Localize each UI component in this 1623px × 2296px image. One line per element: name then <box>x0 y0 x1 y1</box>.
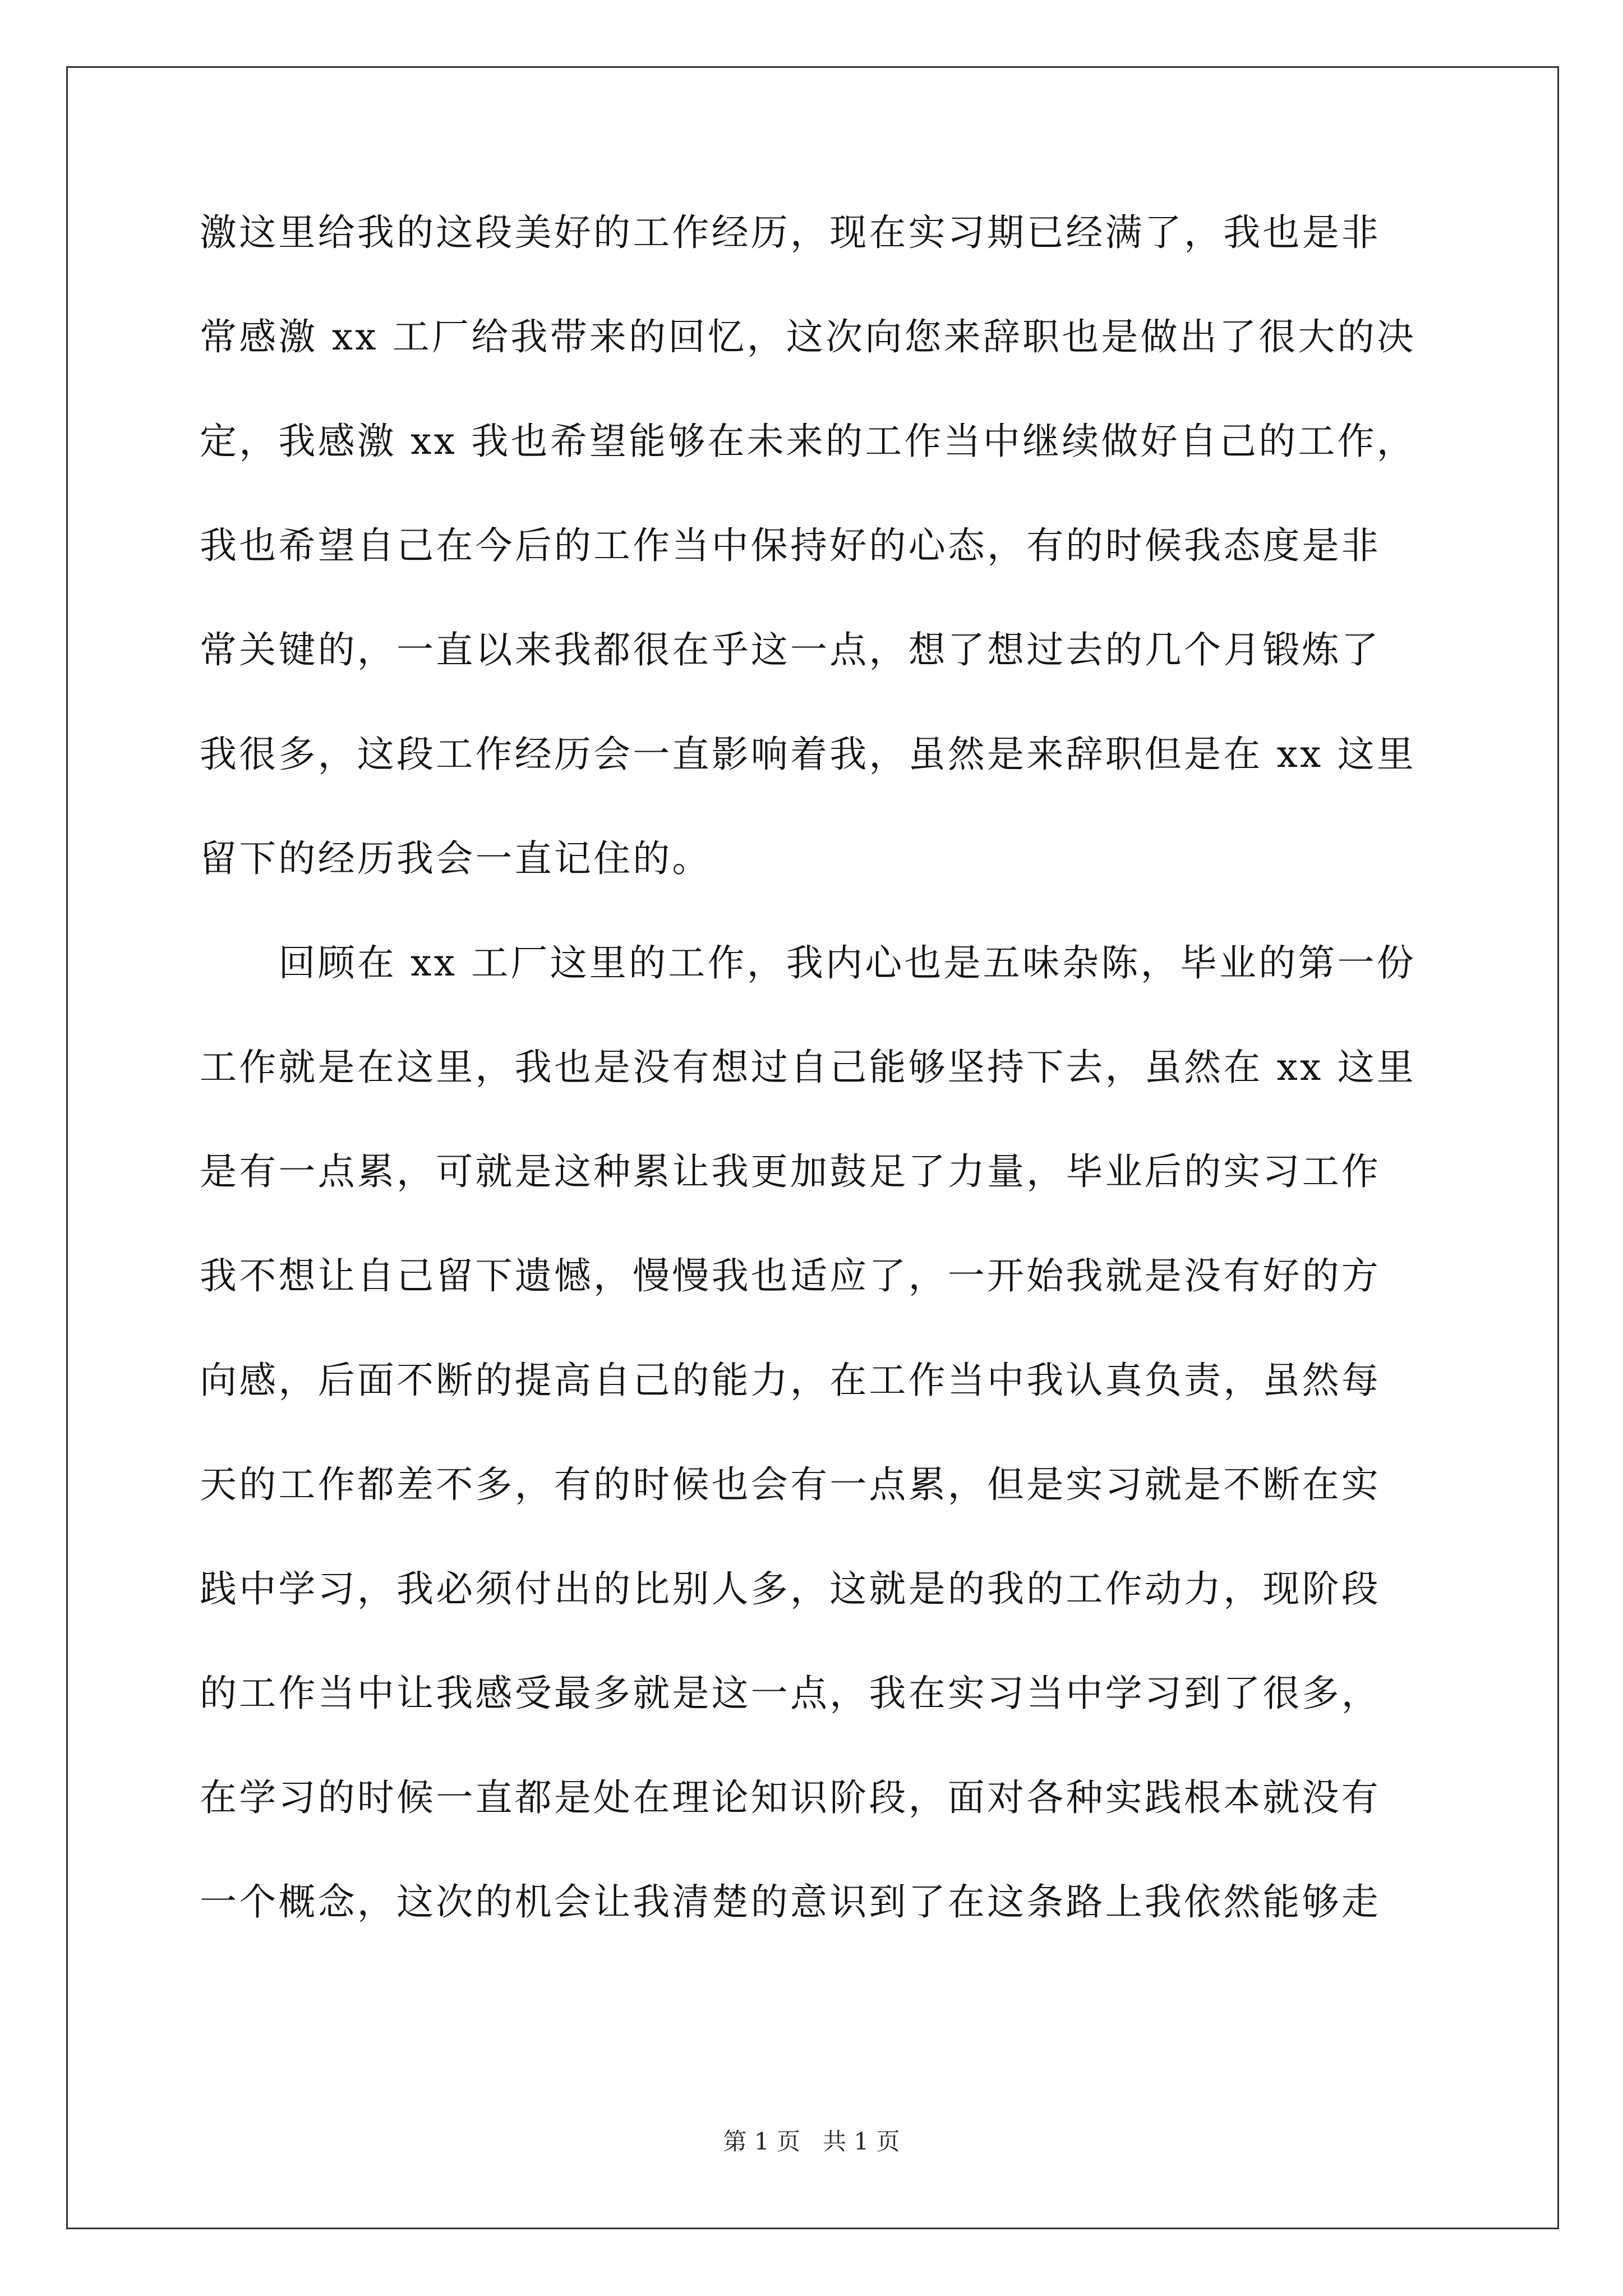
text-line: 在学习的时候一直都是处在理论知识阶段，面对各种实践根本就没有 <box>200 1776 1381 1819</box>
page-footer: 第 1 页 共 1 页 <box>723 2128 900 2155</box>
text-line: 一个概念，这次的机会让我清楚的意识到了在这条路上我依然能够走 <box>200 1880 1381 1924</box>
text-line: 工作就是在这里，我也是没有想过自己能够坚持下去，虽然在 xx 这里 <box>200 1046 1417 1089</box>
text-line: 常感激 xx 工厂给我带来的回忆，这次向您来辞职也是做出了很大的决 <box>200 315 1417 358</box>
text-line: 践中学习，我必须付出的比别人多，这就是的我的工作动力，现阶段 <box>200 1567 1381 1611</box>
text-line: 留下的经历我会一直记住的。 <box>200 837 712 880</box>
text-line: 常关键的，一直以来我都很在乎这一点，想了想过去的几个月锻炼了 <box>200 628 1381 671</box>
text-line: 激这里给我的这段美好的工作经历，现在实习期已经满了，我也是非 <box>200 211 1381 254</box>
text-line: 是有一点累，可就是这种累让我更加鼓足了力量，毕业后的实习工作 <box>200 1150 1381 1193</box>
text-line: 我也希望自己在今后的工作当中保持好的心态，有的时候我态度是非 <box>200 524 1381 567</box>
text-line: 天的工作都差不多，有的时候也会有一点累，但是实习就是不断在实 <box>200 1463 1381 1506</box>
text-line: 的工作当中让我感受最多就是这一点，我在实习当中学习到了很多， <box>200 1672 1381 1715</box>
text-line: 我不想让自己留下遗憾，慢慢我也适应了，一开始我就是没有好的方 <box>200 1254 1381 1297</box>
text-line: 定，我感激 xx 我也希望能够在未来的工作当中继续做好自己的工作， <box>200 420 1417 463</box>
text-line: 回顾在 xx 工厂这里的工作，我内心也是五味杂陈，毕业的第一份 <box>200 941 1417 984</box>
text-line: 我很多，这段工作经历会一直影响着我，虽然是来辞职但是在 xx 这里 <box>200 733 1417 776</box>
text-line: 向感，后面不断的提高自己的能力，在工作当中我认真负责，虽然每 <box>200 1359 1381 1402</box>
